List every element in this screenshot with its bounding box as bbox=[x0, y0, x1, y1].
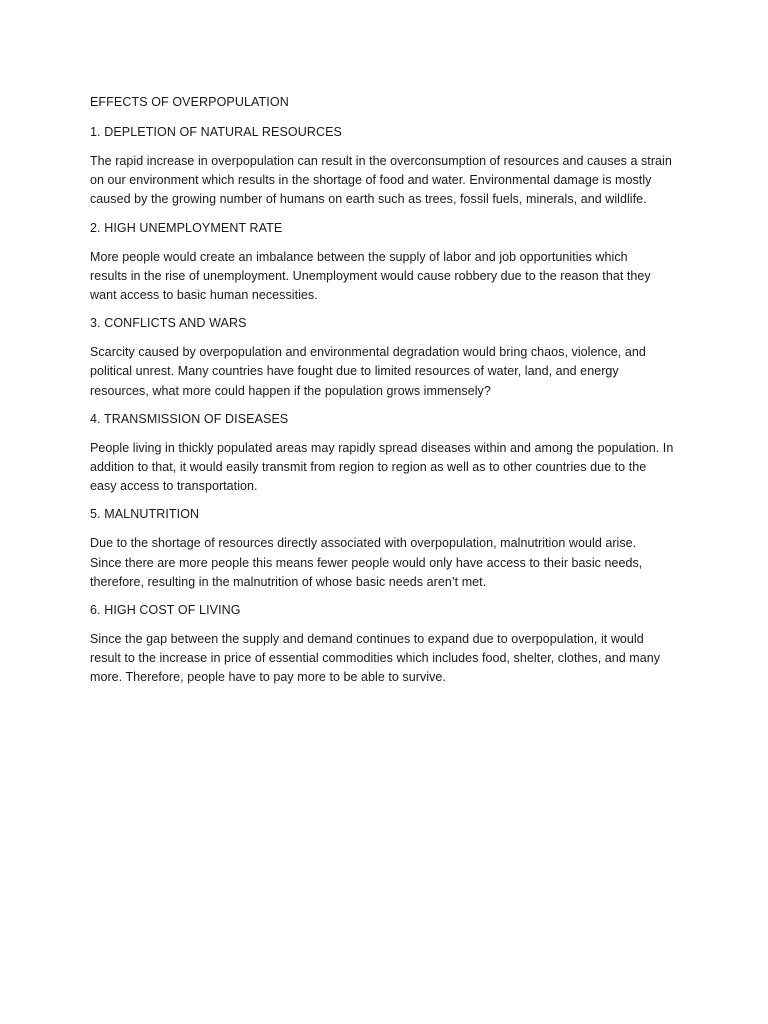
document-page bbox=[90, 94, 690, 698]
paragraph-line: political unrest. Many countries have fought due to limited resources of water, land, and energy bbox=[90, 364, 619, 379]
section-heading: 3. CONFLICTS AND WARS bbox=[90, 316, 247, 331]
section-paragraph bbox=[90, 439, 690, 497]
paragraph-line: easy access to transportation. bbox=[90, 479, 258, 494]
paragraph-line: want access to basic human necessities. bbox=[90, 288, 318, 303]
paragraph-line: therefore, resulting in the malnutrition of whose basic needs aren’t met. bbox=[90, 574, 487, 589]
paragraph-line: People living in thickly populated areas may rapidly spread diseases within and among the population. In bbox=[90, 440, 674, 455]
section-heading: 2. HIGH UNEMPLOYMENT RATE bbox=[90, 220, 283, 235]
paragraph-line: result to the increase in price of essential commodities which includes food, shelter, clothes, and many bbox=[90, 651, 661, 666]
section-paragraph bbox=[90, 534, 690, 592]
section-heading: 1. DEPLETION OF NATURAL RESOURCES bbox=[90, 125, 342, 139]
paragraph-line: The rapid increase in overpopulation can result in the overconsumption of resources and causes a strain bbox=[90, 154, 672, 168]
section-depletion-of-natural-resources bbox=[90, 124, 690, 210]
paragraph-line: resources, what more could happen if the population grows immensely? bbox=[90, 383, 491, 398]
section-paragraph bbox=[90, 630, 690, 688]
paragraph-line: caused by the growing number of humans on earth such as trees, fossil fuels, minerals, and wildlife. bbox=[90, 192, 647, 207]
section-paragraph bbox=[90, 152, 690, 210]
paragraph-line: Due to the shortage of resources directly associated with overpopulation, malnutrition would arise. bbox=[90, 536, 637, 551]
section-heading: 5. MALNUTRITION bbox=[90, 507, 200, 522]
paragraph-line: Since there are more people this means fewer people would only have access to their basic needs, bbox=[90, 555, 643, 570]
paragraph-line: more. Therefore, people have to pay more to be able to survive. bbox=[90, 670, 446, 685]
paragraph-line: Scarcity caused by overpopulation and environmental degradation would bring chaos, violence, and bbox=[90, 345, 646, 360]
section-paragraph bbox=[90, 343, 690, 401]
section-heading: 6. HIGH COST OF LIVING bbox=[90, 603, 241, 618]
paragraph-line: addition to that, it would easily transmit from region to region as well as to other countries due to the bbox=[90, 460, 647, 475]
section-paragraph bbox=[90, 248, 690, 306]
section-high-cost-of-living bbox=[90, 602, 690, 688]
section-high-unemployment-rate bbox=[90, 220, 690, 306]
paragraph-line: More people would create an imbalance between the supply of labor and job opportunities which bbox=[90, 249, 628, 264]
section-transmission-of-diseases bbox=[90, 411, 690, 497]
section-malnutrition bbox=[90, 506, 690, 592]
document-title: EFFECTS OF OVERPOPULATION bbox=[90, 95, 289, 109]
paragraph-line: on our environment which results in the shortage of food and water. Environmental damage is mostly bbox=[90, 173, 652, 188]
paragraph-line: Since the gap between the supply and demand continues to expand due to overpopulation, it would bbox=[90, 632, 644, 647]
section-conflicts-and-wars bbox=[90, 315, 690, 401]
section-heading: 4. TRANSMISSION OF DISEASES bbox=[90, 411, 289, 426]
paragraph-line: results in the rise of unemployment. Unemployment would cause robbery due to the reason that they bbox=[90, 268, 651, 283]
